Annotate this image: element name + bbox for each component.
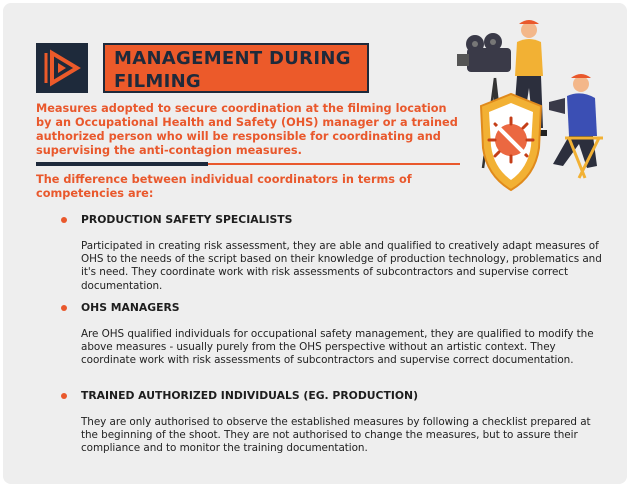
section-body: They are only authorised to observe the established measures by following a checklist prepared at the beginning of the shoot. They are not authorised to change the measures, but to assure their compliance and to monitor the training documentation. <box>81 416 591 455</box>
section-production-safety <box>81 213 609 293</box>
section-body: Are OHS qualified individuals for occupational safety management, they are qualified to modify the above measures - usually purely from the OHS perspective without an artistic context. They coordinate work with risk assessments of subcontractors and supervise correct documentation. <box>81 328 594 367</box>
section-divider <box>36 162 460 166</box>
section-heading: TRAINED AUTHORIZED INDIVIDUALS (EG. PRODUCTION) <box>81 389 419 402</box>
page-title: MANAGEMENT DURING FILMING <box>114 48 351 92</box>
section-ohs-managers <box>81 301 609 368</box>
bullet-icon <box>61 393 67 399</box>
infographic-page <box>3 3 627 484</box>
film-crew-illustration <box>453 18 613 193</box>
play-logo-icon <box>36 43 88 93</box>
lead-text: The difference between individual coordinators in terms of competencies are: <box>36 173 412 200</box>
bullet-icon <box>61 217 67 223</box>
section-heading: PRODUCTION SAFETY SPECIALISTS <box>81 213 293 226</box>
title-banner <box>103 43 369 93</box>
section-trained-individuals <box>81 389 609 456</box>
bullet-icon <box>61 305 67 311</box>
intro-paragraph: Measures adopted to secure coordination at the filming location by an Occupational Health and Safety (OHS) manager or a trained authorized person who will be responsible for coordinating and supervising the anti-contagion measures. <box>36 102 458 157</box>
section-heading: OHS MANAGERS <box>81 301 180 314</box>
section-body: Participated in creating risk assessment, they are able and qualified to creatively adapt measures of OHS to the needs of the script based on their knowledge of production technology, problematics and it's need. They coordinate work with risk assessments of subcontractors and supervise correct documentation. <box>81 240 602 292</box>
